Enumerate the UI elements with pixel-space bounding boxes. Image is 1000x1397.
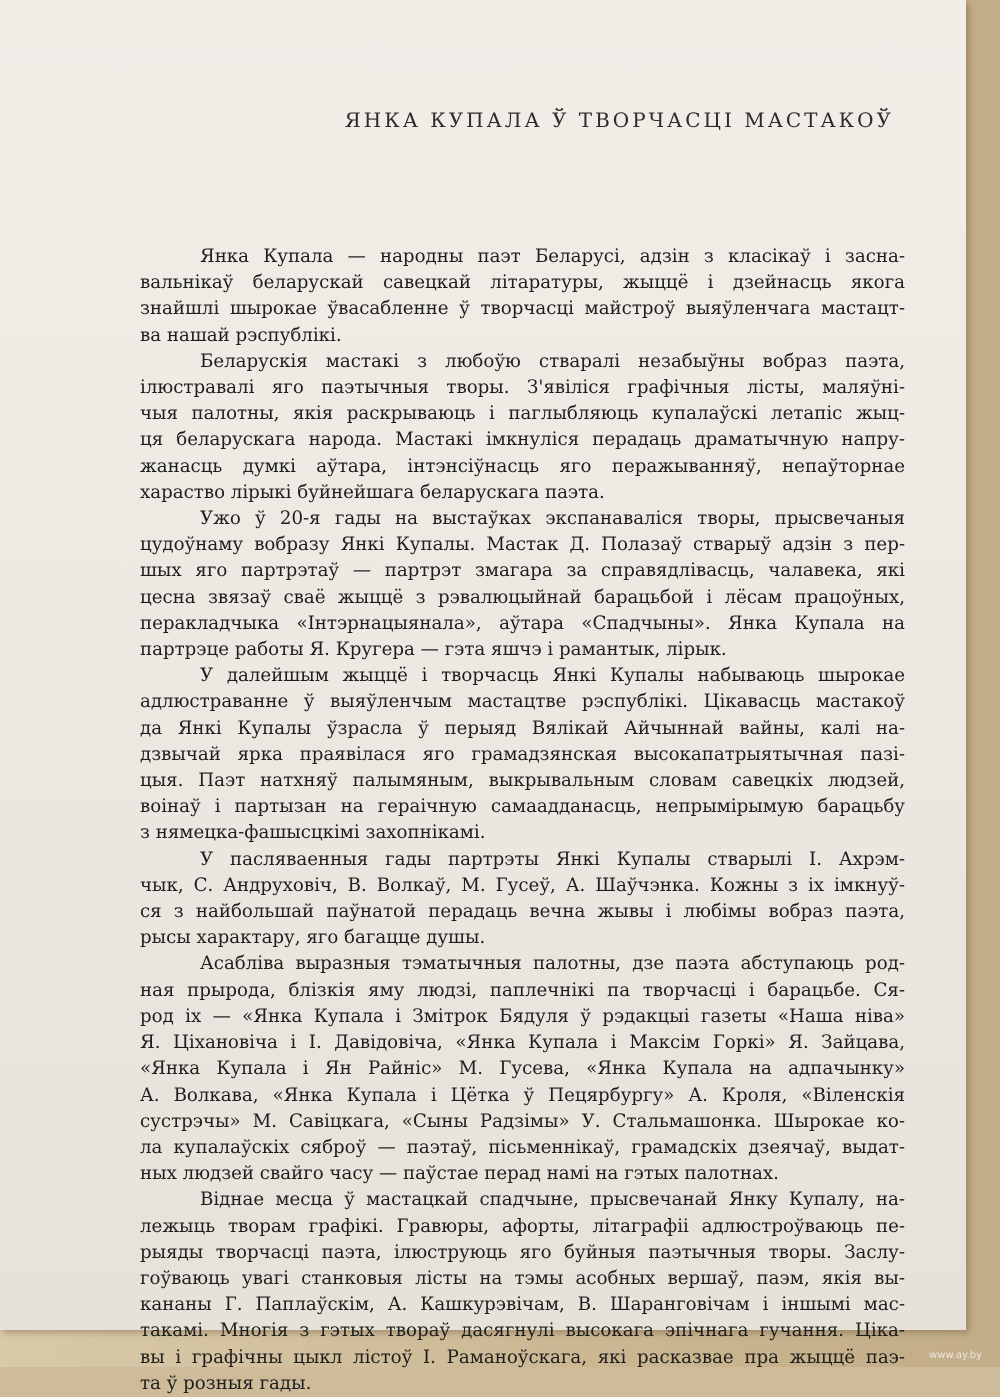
- text-line: ных людзей свайго часу — паўстае перад намі на гэтых палотнах.: [140, 1161, 905, 1187]
- text-line: кананы Г. Паплаўскім, А. Кашкурэвічам, В. Шаранговічам і іншымі мас-: [140, 1292, 905, 1318]
- text-line: цыя. Паэт натхняў палымяным, выкрывальным словам савецкіх людзей,: [140, 768, 905, 794]
- text-line: Ужо ў 20-я гады на выстаўках экспанаваліся творы, прысвечаныя: [140, 506, 905, 532]
- text-line: вальнікаў беларускай савецкай літаратуры, жыццё і дзейнасць якога: [140, 270, 905, 296]
- text-line: знайшлі шырокае ўвасабленне ў творчасці майстроў выяўленчага мастацт-: [140, 296, 905, 322]
- text-line: цудоўнаму вобразу Янкі Купалы. Мастак Д. Полазаў стварыў адзін з пер-: [140, 532, 905, 558]
- text-line: Віднае месца ў мастацкай спадчыне, прысвечанай Янку Купалу, на-: [140, 1187, 905, 1213]
- paragraph: [140, 1187, 905, 1397]
- text-line: гоўваюць увагі станковыя лісты на тэмы асобных вершаў, паэм, якія вы-: [140, 1266, 905, 1292]
- text-line: вы і графічны цыкл лістоў І. Раманоўскага, які расказвае пра жыццё паэ-: [140, 1345, 905, 1371]
- text-line: ла купалаўскіх сяброў — паэтаў, пісьменнікаў, грамадскіх дзеячаў, выдат-: [140, 1135, 905, 1161]
- text-line: А. Волкава, «Янка Купала і Цётка ў Пецярбургу» А. Кроля, «Віленскія: [140, 1083, 905, 1109]
- text-line: партрэце работы Я. Кругера — гэта яшчэ і рамантык, лірык.: [140, 637, 905, 663]
- text-line: рысы характару, яго багацце душы.: [140, 925, 905, 951]
- text-line: ва нашай рэспублікі.: [140, 323, 905, 349]
- text-line: дзвычай ярка праявілася яго грамадзянская высокапатрыятычная пазі-: [140, 742, 905, 768]
- text-line: род іх — «Янка Купала і Змітрок Бядуля ў рэдакцыі газеты «Наша ніва»: [140, 1004, 905, 1030]
- text-line: ця беларускага народа. Мастакі імкнуліся перадаць драматычную напру-: [140, 427, 905, 453]
- text-line: рыяды творчасці паэта, ілюструюць яго буйныя паэтычныя творы. Заслу-: [140, 1240, 905, 1266]
- text-line: такамі. Многія з гэтых твораў дасягнулі высокага эпічнага гучання. Ціка-: [140, 1318, 905, 1344]
- article-body: [140, 244, 905, 1397]
- text-line: сустрэчы» М. Савіцкага, «Сыны Радзімы» У. Стальмашонка. Шырокае ко-: [140, 1109, 905, 1135]
- text-line: Беларускія мастакі з любоўю стваралі незабыўны вобраз паэта,: [140, 349, 905, 375]
- text-line: хараство лірыкі буйнейшага беларускага паэта.: [140, 480, 905, 506]
- text-line: У пасляваенныя гады партрэты Янкі Купалы стварылі І. Ахрэм-: [140, 847, 905, 873]
- text-line: адлюстраванне ў выяўленчым мастацтве рэспублікі. Цікавасць мастакоў: [140, 689, 905, 715]
- running-header: ЯНКА КУПАЛА Ў ТВОРЧАСЦІ МАСТАКОЎ: [345, 108, 894, 132]
- text-line: «Янка Купала і Ян Райніс» М. Гусева, «Янка Купала на адпачынку»: [140, 1056, 905, 1082]
- text-line: У далейшым жыццё і творчасць Янкі Купалы набываюць шырокае: [140, 663, 905, 689]
- text-line: ная прырода, блізкія яму людзі, паплечнікі па творчасці і барацьбе. Ся-: [140, 978, 905, 1004]
- paragraph: [140, 506, 905, 663]
- text-line: лежыць творам графікі. Гравюры, афорты, літаграфіі адлюстроўваюць пе-: [140, 1214, 905, 1240]
- text-line: ілюстравалі яго паэтычныя творы. З'явіліся графічныя лісты, маляўні-: [140, 375, 905, 401]
- paragraph: [140, 951, 905, 1187]
- paragraph: [140, 244, 905, 349]
- site-watermark: www.ay.by: [929, 1350, 982, 1361]
- text-line: Асабліва выразныя тэматычныя палотны, дзе паэта абступаюць род-: [140, 951, 905, 977]
- text-line: чык, С. Андруховіч, В. Волкаў, М. Гусеў, А. Шаўчэнка. Кожны з іх імкнуў-: [140, 873, 905, 899]
- text-line: цесна звязаў сваё жыццё з рэвалюцыйнай барацьбой і лёсам працоўных,: [140, 585, 905, 611]
- paragraph: [140, 663, 905, 846]
- text-line: перакладчыка «Інтэрнацыянала», аўтара «Спадчыны». Янка Купала на: [140, 611, 905, 637]
- text-line: шых яго партрэтаў — партрэт змагара за справядлівасць, чалавека, які: [140, 558, 905, 584]
- text-line: воінаў і партызан на гераічную самаадданасць, непрымірымую барацьбу: [140, 794, 905, 820]
- paragraph: [140, 349, 905, 506]
- paragraph: [140, 847, 905, 952]
- text-line: жанасць думкі аўтара, інтэнсіўнасць яго перажыванняў, непаўторнае: [140, 454, 905, 480]
- text-line: з нямецка-фашысцкімі захопнікамі.: [140, 820, 905, 846]
- text-line: та ў розныя гады.: [140, 1371, 905, 1397]
- text-line: Янка Купала — народны паэт Беларусі, адзін з класікаў і засна-: [140, 244, 905, 270]
- text-line: чыя палотны, якія раскрываюць і паглыбляюць купалаўскі летапіс жыц-: [140, 401, 905, 427]
- text-line: Я. Ціханoвіча і І. Давідовіча, «Янка Купала і Максім Горкі» Я. Зайцава,: [140, 1030, 905, 1056]
- text-line: ся з найбольшай паўнатой перадаць вечна жывы і любімы вобраз паэта,: [140, 899, 905, 925]
- text-line: да Янкі Купалы ўзрасла ў перыяд Вялікай Айчыннай вайны, калі на-: [140, 716, 905, 742]
